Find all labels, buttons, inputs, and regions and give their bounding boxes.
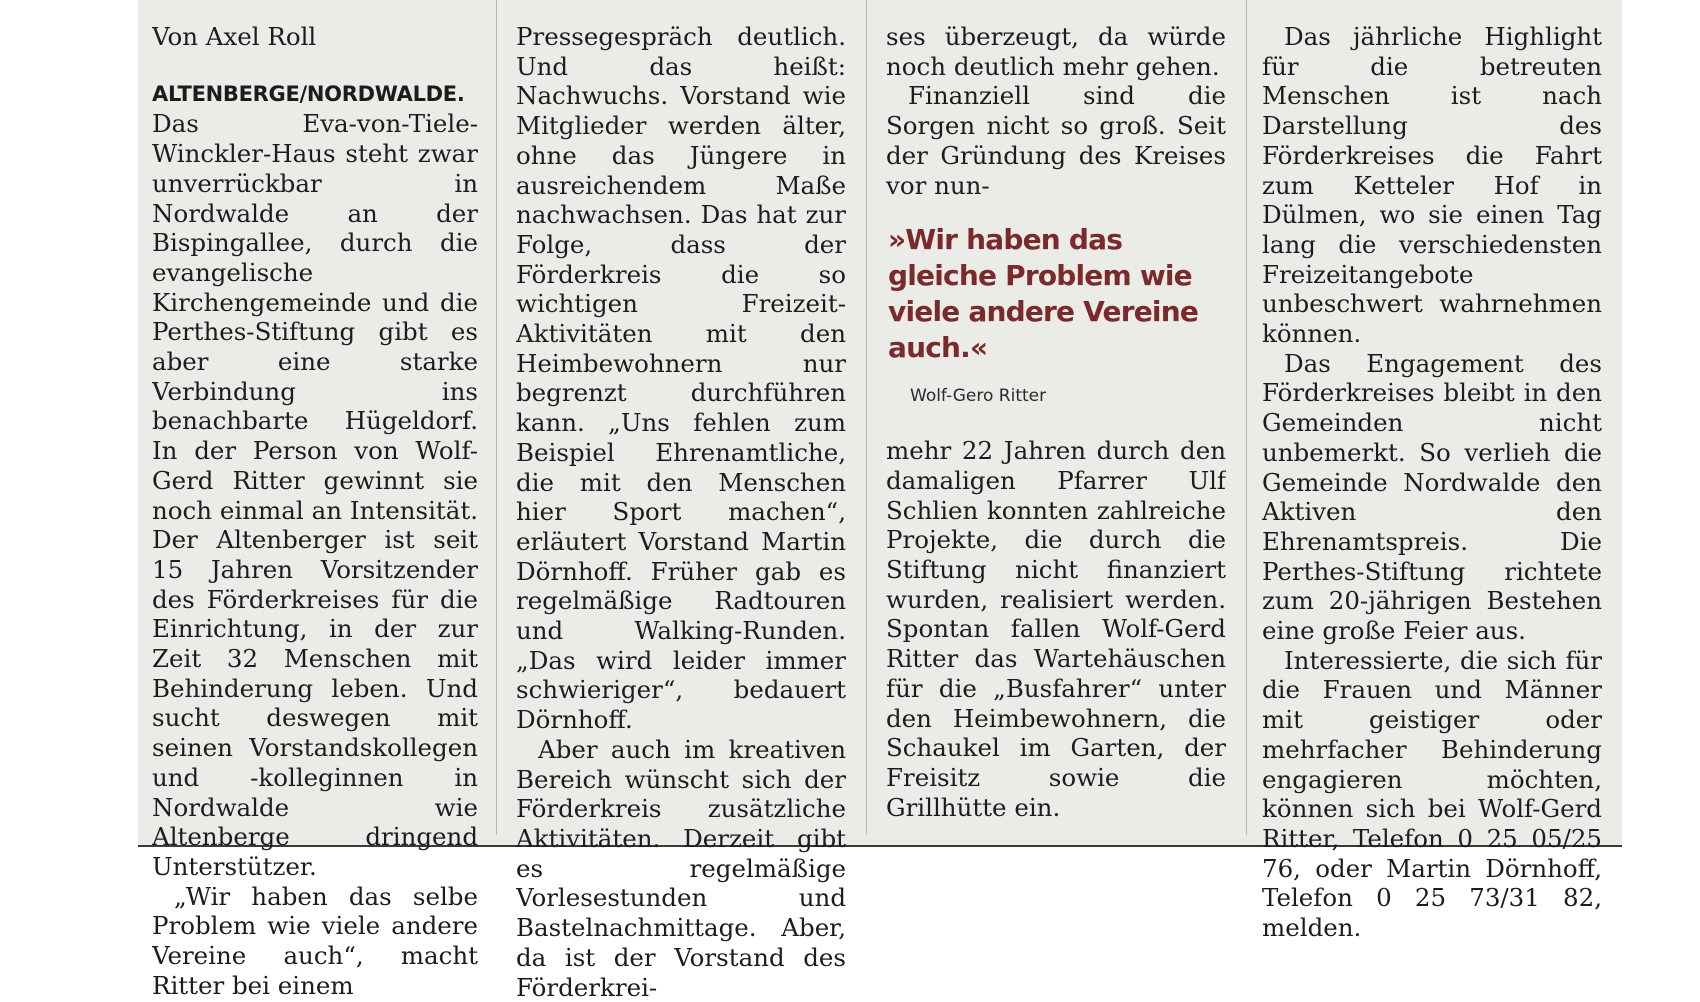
column-divider <box>496 0 497 835</box>
article-column-2 <box>516 22 846 1002</box>
article-column-1 <box>152 22 478 1001</box>
paragraph: Interessierte, die sich für die Frauen und Männer mit geistiger oder mehrfacher Behinderung engagieren möchten, können sich bei Wolf-Gerd Ritter, Telefon 0 25 05/25 76, oder Martin Dörnhoff, Telefon 0 25 73/31 82, melden. <box>1262 645 1602 943</box>
article-column-3 <box>886 22 1226 822</box>
paragraph <box>152 78 478 882</box>
paragraph-text: Das Eva-von-Tiele-Winckler-Haus steht zwar unverrückbar in Nordwalde an der Bispingallee, durch die evangelische Kirchengemeinde und die Perthes-Stiftung gibt es aber eine starke Verbindung ins benachbarte Hügeldorf. In der Person von Wolf-Gerd Ritter gewinnt sie noch einmal an Intensität. Der Altenberger ist seit 15 Jahren Vorsitzender des Förderkreises für die Einrichtung, in der zur Zeit 32 Menschen mit Behinderung leben. Und sucht deswegen mit seinen Vorstandskollegen und -kolleginnen in Nordwalde wie Altenberge dringend Unterstützer. <box>152 109 478 881</box>
paragraph: Das Engagement des Förderkreises bleibt in den Gemeinden nicht unbemerkt. So verlieh die Gemeinde Nordwalde den Aktiven den Ehrenamtspreis. Die Perthes-Stiftung richtete zum 20-jährigen Bestehen eine große Feier aus. <box>1262 348 1602 646</box>
pull-quote-author: Wolf-Gero Ritter <box>910 386 1047 407</box>
pull-quote-text: »Wir haben das gleiche Problem wie viele andere Vereine auch.« <box>888 223 1199 365</box>
paragraph: Das jährliche Highlight für die betreuten Menschen ist nach Darstellung des Förderkreises die Fahrt zum Ketteler Hof in Dülmen, wo sie einen Tag lang die verschiedensten Freizeitangebote unbeschwert wahrnehmen können. <box>1262 22 1602 349</box>
article-column-4 <box>1262 22 1602 943</box>
paragraph: Finanziell sind die Sorgen nicht so groß. Seit der Gründung des Kreises vor nun- <box>886 81 1226 200</box>
pull-quote <box>886 222 1226 408</box>
paragraph: mehr 22 Jahren durch den damaligen Pfarrer Ulf Schlien konnten zahlreiche Projekte, die durch die Stiftung nicht finanziert wurden, realisiert werden. Spontan fallen Wolf-Gerd Ritter das Wartehäuschen für die „Busfahrer“ unter den Heimbewohnern, die Schaukel im Garten, der Freisitz sowie die Grillhütte ein. <box>886 436 1226 822</box>
paragraph: „Wir haben das selbe Problem wie viele andere Vereine auch“, macht Ritter bei einem <box>152 881 478 1000</box>
column-divider <box>1246 0 1247 835</box>
column-divider <box>866 0 867 835</box>
byline: Von Axel Roll <box>152 22 317 51</box>
paragraph: Aber auch im kreativen Bereich wünscht sich der Förderkreis zusätzliche Aktivitäten. Derzeit gibt es regelmäßige Vorlesestunden und Bastelnachmittage. Aber, da ist der Vorstand des Förderkrei- <box>516 734 846 1002</box>
dateline: ALTENBERGE/NORDWALDE. <box>152 81 465 106</box>
paragraph: Pressegespräch deutlich. Und das heißt: Nachwuchs. Vorstand wie Mitglieder werden älter, ohne das Jüngere in ausreichendem Maße nachwachsen. Das hat zur Folge, dass der Förderkreis die so wichtigen Freizeit-Aktivitäten mit den Heimbewohnern nur begrenzt durchführen kann. „Uns fehlen zum Beispiel Ehrenamtliche, die mit den Menschen hier Sport machen“, erläutert Vorstand Martin Dörnhoff. Früher gab es regelmäßige Radtouren und Walking-Runden. „Das wird leider immer schwieriger“, bedauert Dörnhoff. <box>516 22 846 735</box>
paragraph: ses überzeugt, da würde noch deutlich mehr gehen. <box>886 22 1226 81</box>
